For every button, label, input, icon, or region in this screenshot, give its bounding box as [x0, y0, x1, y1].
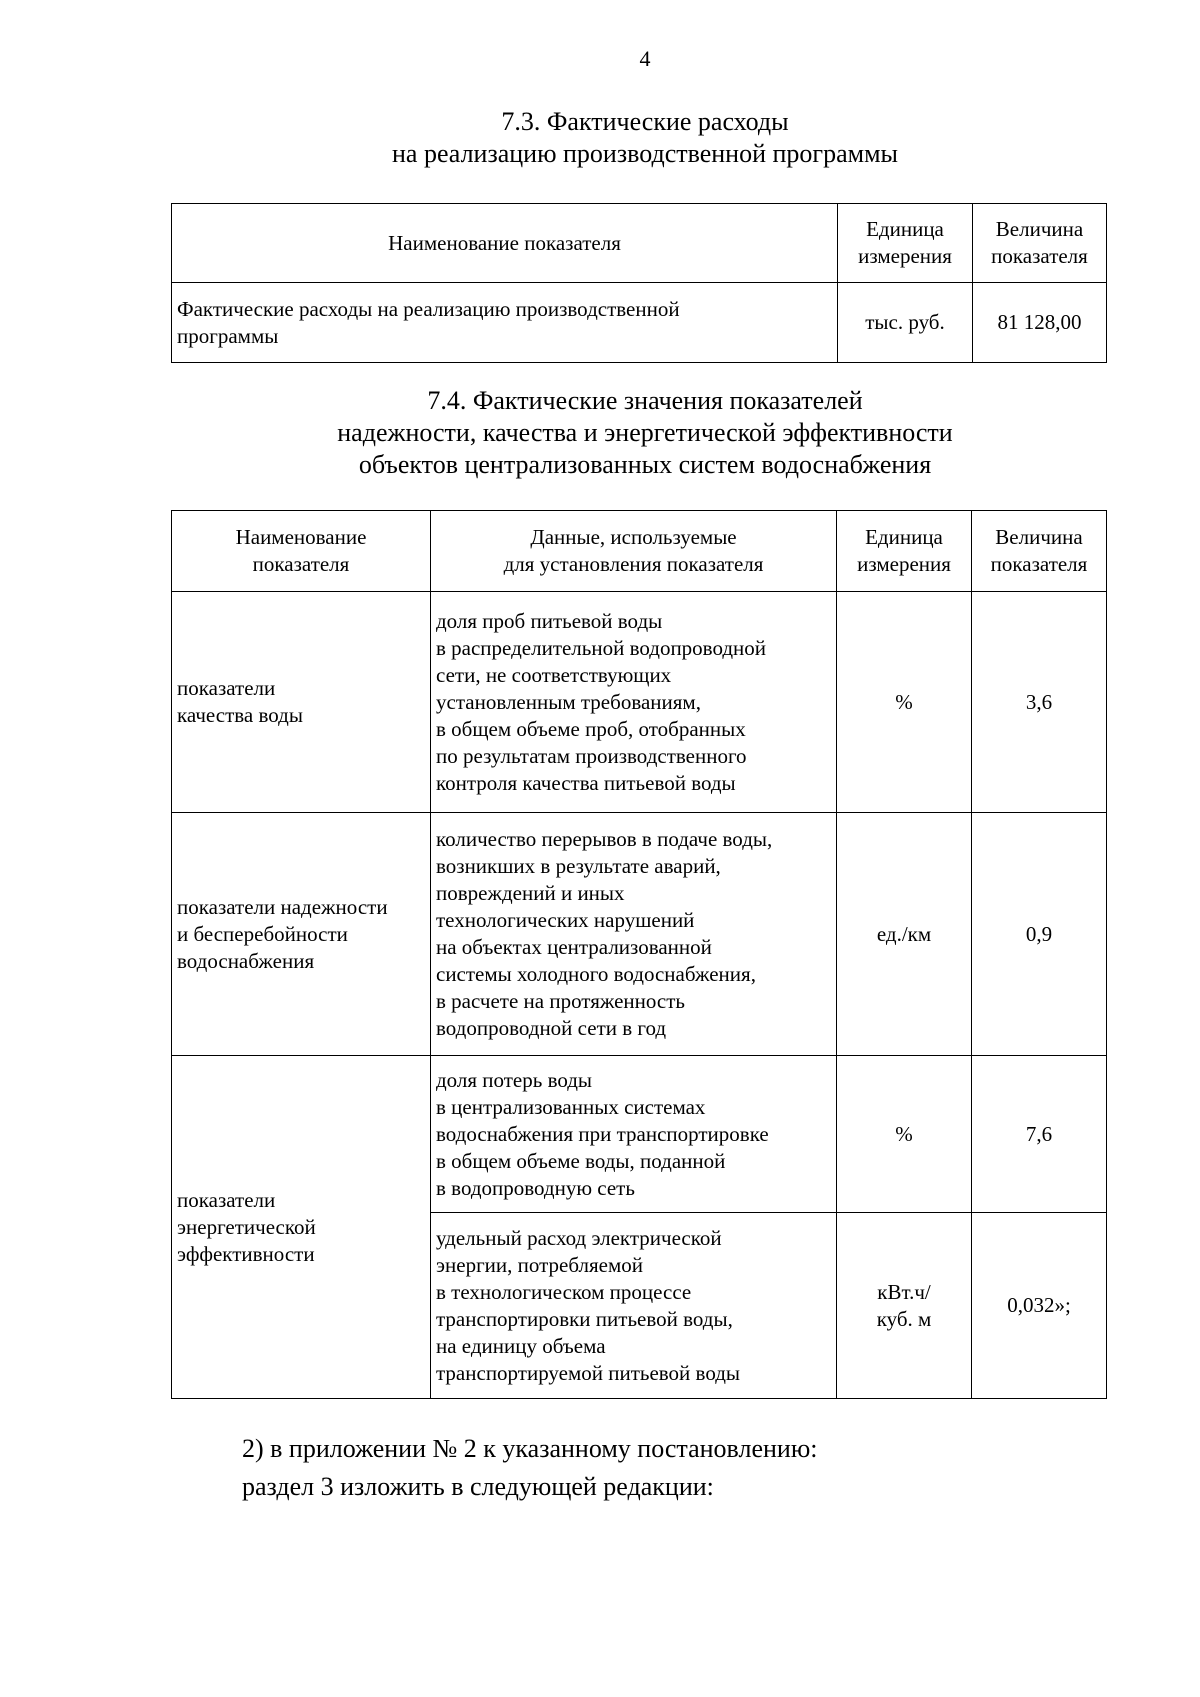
row-unit: [837, 592, 972, 813]
header-name: [172, 511, 431, 592]
row-data: [431, 1213, 837, 1399]
cell-line: в централизованных системах: [436, 1094, 706, 1119]
header-unit: [837, 511, 972, 592]
row-name-line: программы: [177, 323, 279, 348]
cell-line: в распределительной водопроводной: [436, 635, 767, 660]
cell-line: кВт.ч/: [877, 1279, 931, 1304]
section-7-3-title: [0, 106, 1200, 170]
header-name-line: показателя: [252, 552, 350, 576]
header-unit-line: измерения: [858, 244, 952, 268]
table-row: [172, 592, 1107, 813]
title-line: объектов централизованных систем водоснабжения: [358, 450, 932, 479]
row-value: 0,9: [972, 813, 1107, 1056]
cell-line: установленным требованиям,: [436, 689, 701, 714]
header-value: [973, 204, 1107, 283]
cell-line: сети, не соответствующих: [436, 662, 672, 687]
cell-line: и бесперебойности: [177, 921, 348, 946]
amendment-line-1: 2) в приложении № 2 к указанному постановлению:: [242, 1434, 818, 1463]
row-data: [431, 592, 837, 813]
row-unit: [837, 1056, 972, 1213]
row-unit: [837, 813, 972, 1056]
cell-line: в водопроводную сеть: [436, 1175, 635, 1200]
cell-line: контроля качества питьевой воды: [436, 770, 736, 795]
row-unit: тыс. руб.: [838, 283, 973, 363]
cell-line: доля потерь воды: [436, 1067, 593, 1092]
cell-line: технологических нарушений: [436, 908, 695, 932]
header-value-line: Величина: [995, 217, 1084, 241]
cell-line: %: [895, 689, 913, 714]
row-group-name: [172, 592, 431, 813]
title-line: на реализацию производственной программы: [391, 139, 898, 168]
cell-line: водопроводной сети в год: [436, 1016, 667, 1040]
indicators-table: [171, 510, 1107, 1399]
cell-line: водоснабжения при транспортировке: [436, 1121, 769, 1146]
header-value-line: показателя: [990, 552, 1088, 576]
row-value: 7,6: [972, 1056, 1107, 1213]
row-data: [431, 813, 837, 1056]
header-name-line: Наименование: [235, 525, 367, 549]
cell-line: транспортировки питьевой воды,: [436, 1306, 733, 1331]
row-name-line: Фактические расходы на реализацию производственной: [177, 296, 680, 321]
cell-line: %: [895, 1121, 913, 1146]
table-row: [172, 813, 1107, 1056]
header-value: [972, 511, 1107, 592]
cell-line: удельный расход электрической: [436, 1225, 722, 1250]
header-unit-line: Единица: [865, 525, 943, 549]
header-data: [431, 511, 837, 592]
cell-line: доля проб питьевой воды: [436, 608, 663, 633]
header-unit-line: измерения: [857, 552, 951, 576]
cell-line: энергетической: [177, 1214, 316, 1239]
cell-line: возникших в результате аварий,: [436, 854, 721, 878]
title-line: 7.4. Фактические значения показателей: [427, 386, 863, 415]
row-data: [431, 1056, 837, 1213]
header-unit-line: Единица: [866, 217, 944, 241]
cell-line: в общем объеме проб, отобранных: [436, 716, 746, 741]
header-value-line: Величина: [995, 525, 1083, 549]
cell-line: по результатам производственного: [436, 743, 747, 768]
section-7-4-title: [0, 385, 1200, 481]
cell-line: транспортируемой питьевой воды: [436, 1360, 741, 1385]
header-value-line: показателя: [991, 244, 1088, 268]
amendment-line-2: раздел 3 изложить в следующей редакции:: [242, 1472, 714, 1501]
cell-line: показатели: [177, 676, 276, 700]
row-group-name: [172, 813, 431, 1056]
expenses-table: [171, 203, 1107, 363]
cell-line: водоснабжения: [177, 948, 315, 973]
table-header-row: [172, 511, 1107, 592]
title-line: надежности, качества и энергетической эффективности: [337, 418, 953, 447]
header-data-line: для установления показателя: [503, 552, 764, 576]
row-group-name: [172, 1056, 431, 1399]
row-value: 81 128,00: [973, 283, 1107, 363]
table-row: [172, 1056, 1107, 1213]
row-value: 0,032»;: [972, 1213, 1107, 1399]
page-number: 4: [639, 46, 651, 71]
cell-line: в технологическом процессе: [436, 1279, 692, 1304]
cell-line: в общем объеме воды, поданной: [436, 1148, 726, 1173]
row-name: [172, 283, 838, 363]
title-line: 7.3. Фактические расходы: [501, 107, 789, 136]
cell-line: куб. м: [876, 1306, 932, 1331]
table-header-row: [172, 204, 1107, 283]
header-unit: [838, 204, 973, 283]
cell-line: системы холодного водоснабжения,: [436, 962, 756, 986]
cell-line: на единицу объема: [436, 1333, 606, 1358]
cell-line: количество перерывов в подаче воды,: [436, 827, 773, 851]
cell-line: на объектах централизованной: [436, 935, 712, 959]
header-data-line: Данные, используемые: [530, 525, 737, 549]
cell-line: показатели надежности: [177, 894, 388, 919]
cell-line: повреждений и иных: [436, 881, 625, 905]
cell-line: эффективности: [177, 1241, 315, 1266]
table-row: [172, 283, 1107, 363]
row-unit: [837, 1213, 972, 1399]
cell-line: энергии, потребляемой: [436, 1252, 644, 1277]
cell-line: показатели: [177, 1187, 276, 1212]
cell-line: в расчете на протяженность: [436, 989, 685, 1013]
row-value: 3,6: [972, 592, 1107, 813]
cell-line: качества воды: [177, 703, 303, 727]
header-name: Наименование показателя: [172, 204, 838, 283]
cell-line: ед./км: [876, 921, 932, 946]
